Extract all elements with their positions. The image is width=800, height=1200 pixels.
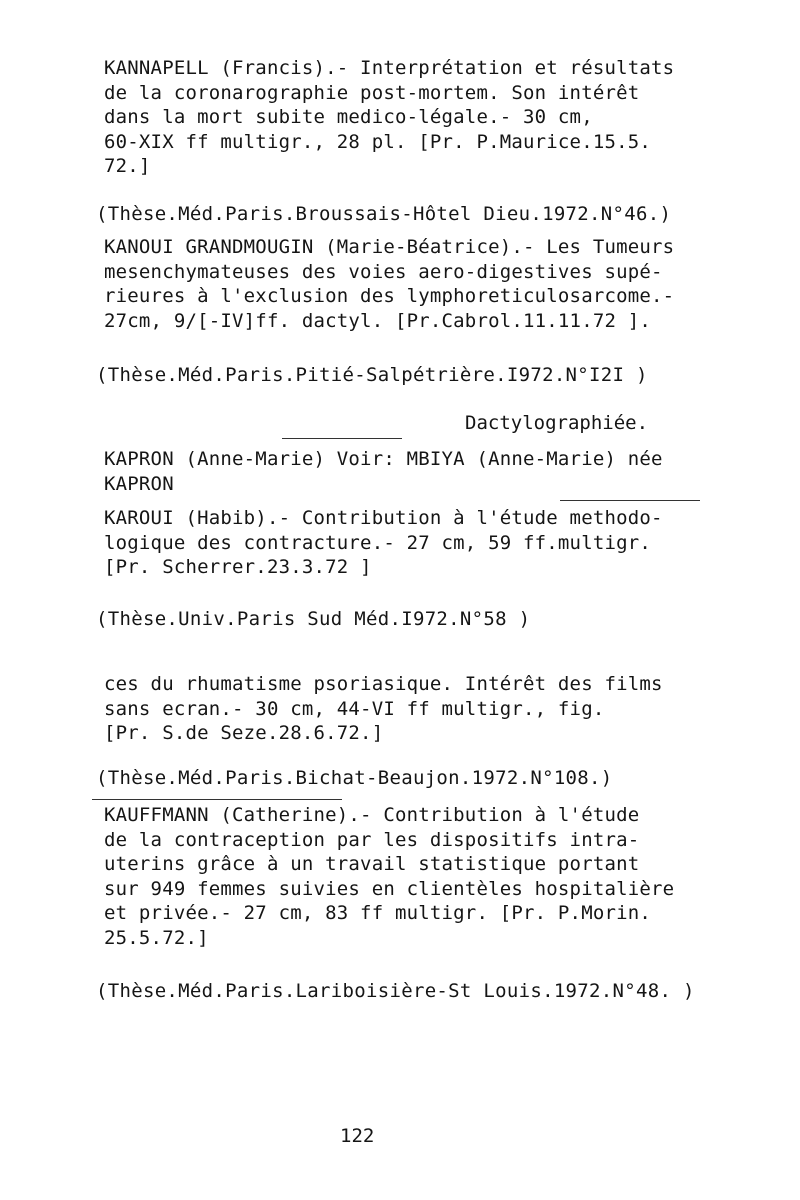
- entry-line: KAPRON: [104, 472, 174, 495]
- catalog-entry-kannapell: [104, 56, 704, 179]
- catalog-entry-kanoui: [104, 235, 704, 333]
- entry-line: de la coronarographie post-mortem. Son intérêt: [104, 81, 640, 104]
- entry-line: KAROUI (Habib).- Contribution à l'étude methodo-: [104, 507, 663, 529]
- entry-line: KAPRON (Anne-Marie) Voir: MBIYA (Anne-Marie) née: [104, 448, 663, 470]
- entry-line: sur 949 femmes suivies en clientèles hospitalière: [104, 877, 675, 900]
- entry-line: [Pr. S.de Seze.28.6.72.]: [104, 722, 384, 744]
- separator-rule: [282, 438, 402, 439]
- catalog-entry-kauffmann: [104, 803, 704, 950]
- catalog-entry-karoui: [104, 506, 704, 580]
- entry-line: 25.5.72.]: [104, 926, 209, 949]
- typing-note: Dactylographiée.: [465, 412, 649, 434]
- entry-line: KANOUI GRANDMOUGIN (Marie-Béatrice).- Les Tumeurs: [104, 236, 675, 258]
- separator-rule: [92, 799, 342, 800]
- separator-rule: [560, 500, 700, 501]
- page-number: 122: [340, 1125, 375, 1147]
- thesis-reference: (Thèse.Méd.Paris.Bichat-Beaujon.1972.N°108.): [96, 767, 613, 789]
- catalog-entry-kapron: [104, 447, 704, 496]
- entry-line: 27cm, 9/[-IV]ff. dactyl. [Pr.Cabrol.11.11.72 ].: [104, 309, 652, 332]
- entry-line: ces du rhumatisme psoriasique. Intérêt des films: [104, 673, 663, 695]
- thesis-reference: (Thèse.Méd.Paris.Broussais-Hôtel Dieu.1972.N°46.): [96, 203, 672, 225]
- entry-line: logique des contracture.- 27 cm, 59 ff.multigr.: [104, 531, 652, 554]
- entry-line: [Pr. Scherrer.23.3.72 ]: [104, 556, 372, 578]
- entry-line: rieures à l'exclusion des lymphoreticulosarcome.-: [104, 285, 675, 307]
- entry-line: sans ecran.- 30 cm, 44-VI ff multigr., fig.: [104, 697, 605, 720]
- entry-line: KANNAPELL (Francis).- Interprétation et résultats: [104, 57, 675, 79]
- catalog-entry-continuation: [104, 672, 704, 746]
- thesis-reference: (Thèse.Méd.Paris.Lariboisière-St Louis.1972.N°48. ): [96, 980, 695, 1002]
- entry-line: 72.]: [104, 155, 151, 177]
- thesis-reference: (Thèse.Méd.Paris.Pitié-Salpétrière.I972.N°I2I ): [96, 364, 648, 386]
- entry-line: dans la mort subite medico-légale.- 30 cm,: [104, 106, 593, 128]
- entry-line: de la contraception par les dispositifs intra-: [104, 828, 640, 851]
- entry-line: mesenchymateuses des voies aero-digestives supé-: [104, 260, 663, 283]
- entry-line: uterins grâce à un travail statistique portant: [104, 853, 640, 875]
- entry-line: 60-XIX ff multigr., 28 pl. [Pr. P.Maurice.15.5.: [104, 130, 652, 153]
- entry-line: KAUFFMANN (Catherine).- Contribution à l'étude: [104, 804, 640, 826]
- thesis-reference: (Thèse.Univ.Paris Sud Méd.I972.N°58 ): [96, 608, 531, 630]
- entry-line: et privée.- 27 cm, 83 ff multigr. [Pr. P.Morin.: [104, 902, 652, 924]
